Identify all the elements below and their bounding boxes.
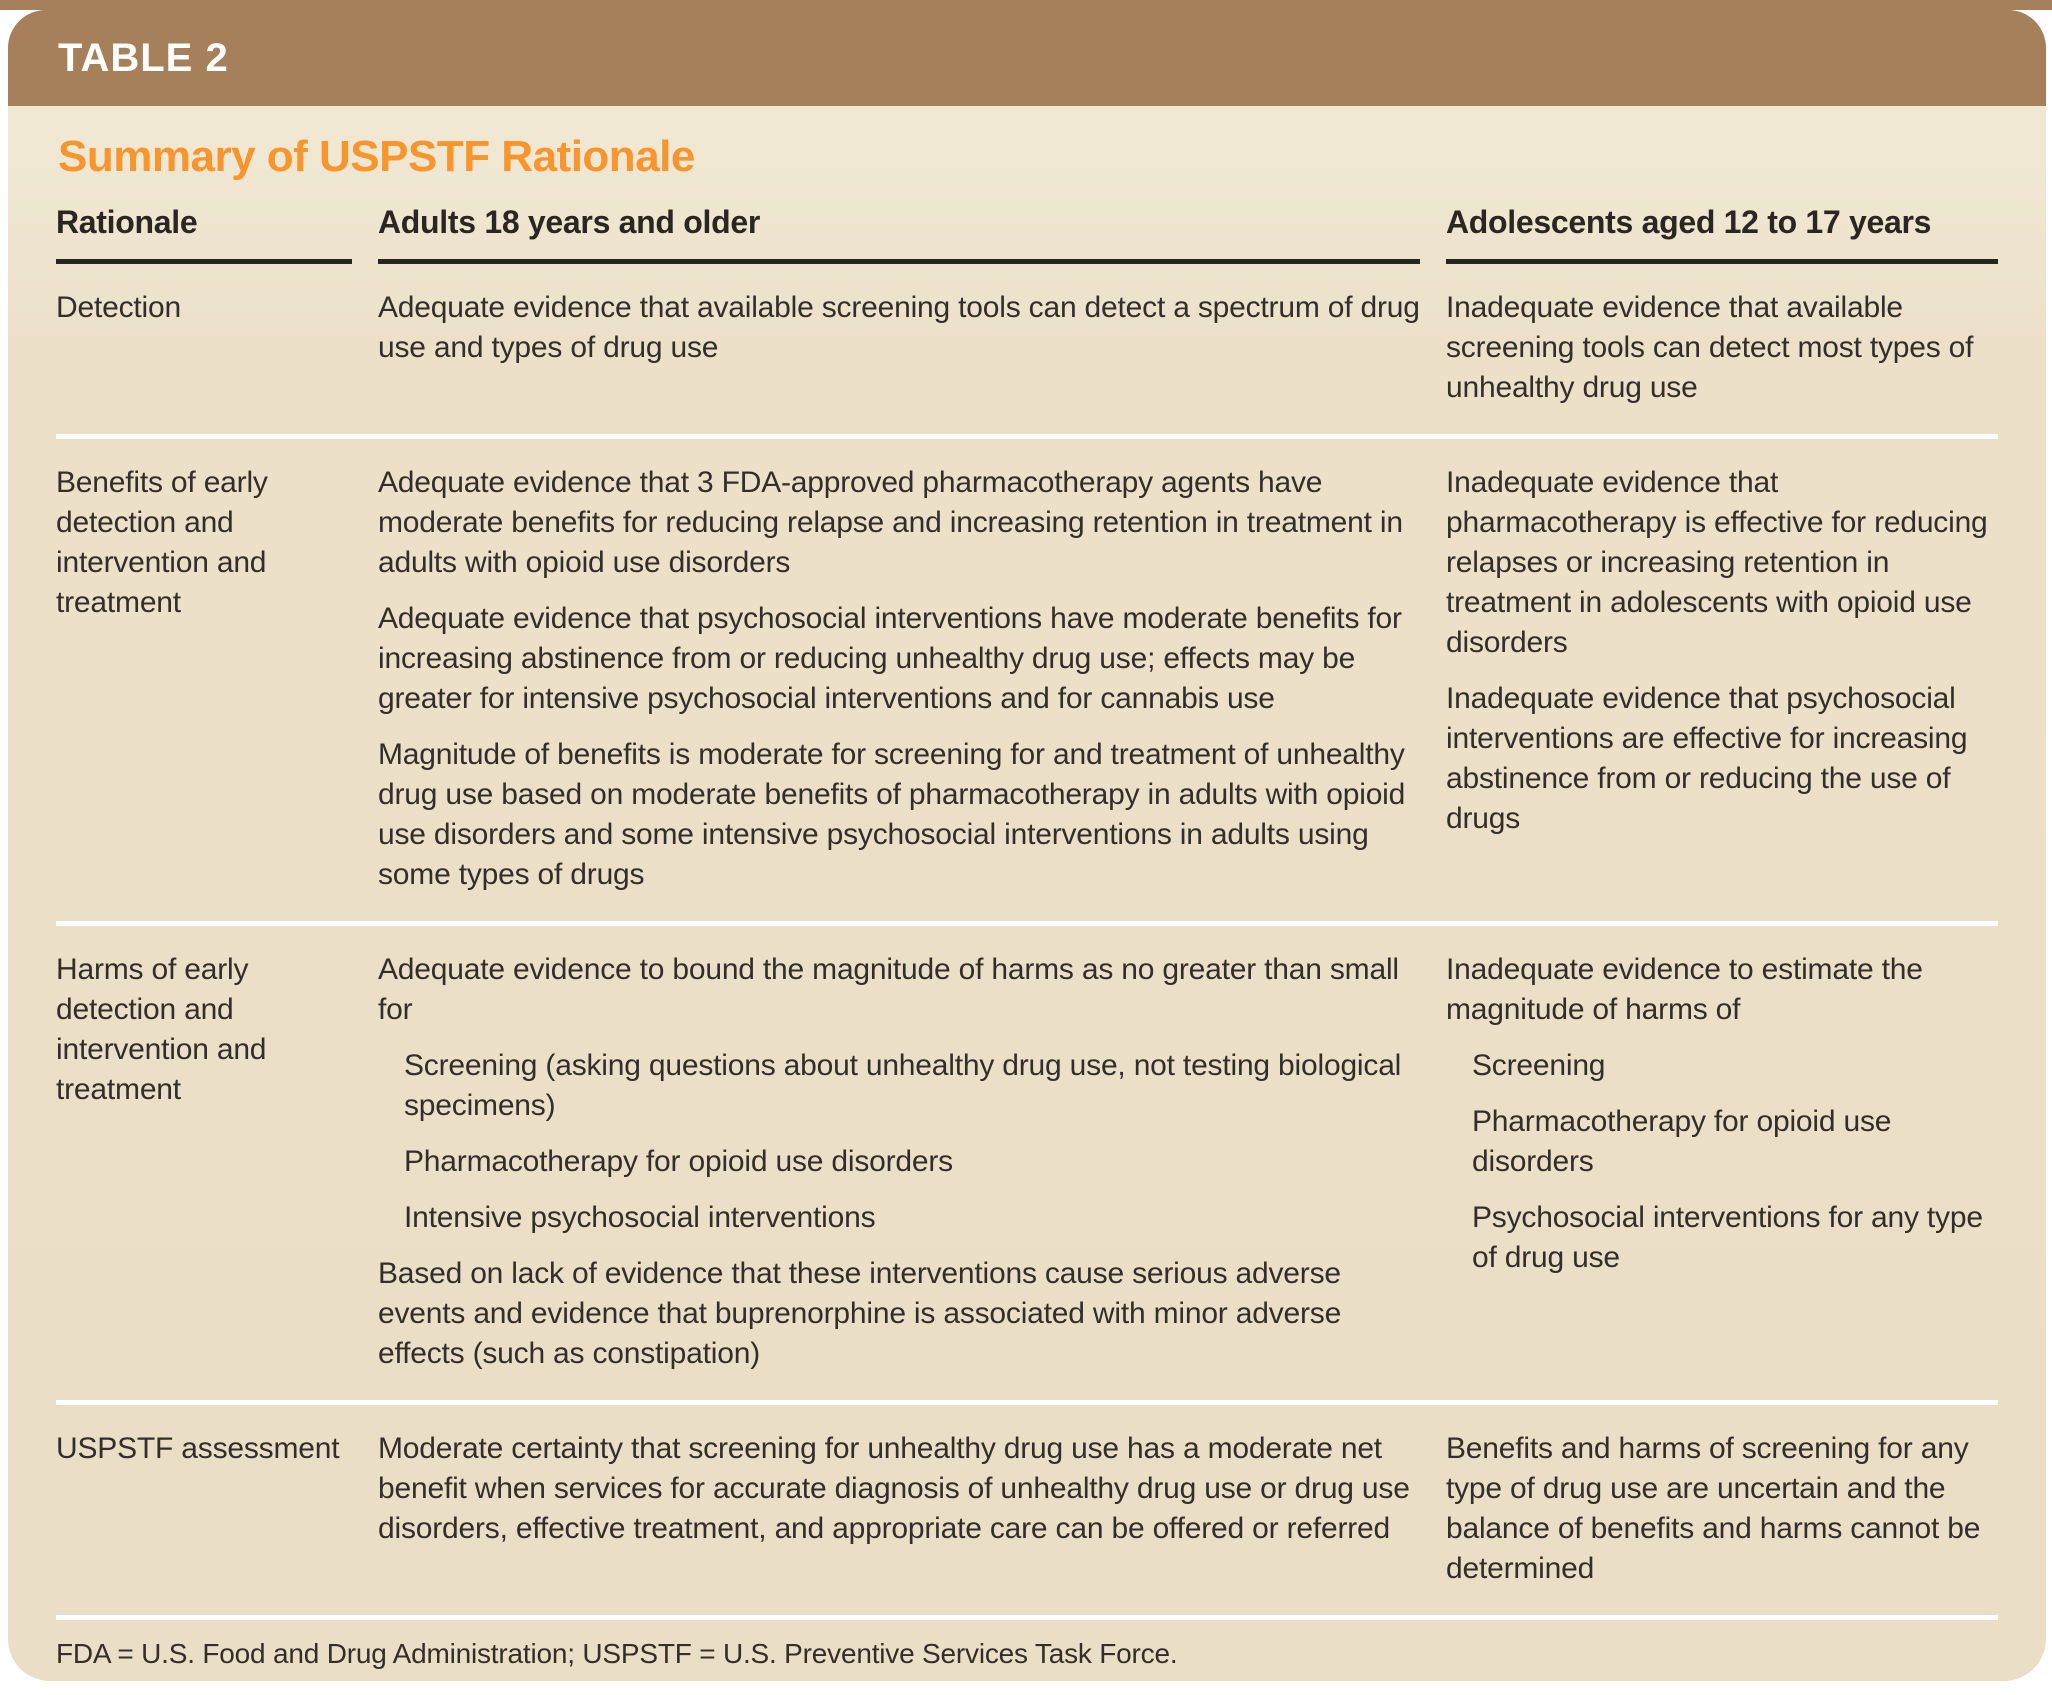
adults-cell: [378, 463, 1420, 895]
table-row-assessment: [56, 1400, 1998, 1615]
cell-paragraph: Inadequate evidence that pharmacotherapy is effective for reducing relapses or increasing retention in treatment in adolescents with opioid use disorders: [1446, 466, 1988, 659]
cell-subitem: Psychosocial interventions for any type of drug use: [1472, 1201, 1983, 1274]
table-row-benefits: [56, 434, 1998, 921]
adults-cell: [378, 950, 1420, 1374]
cell-paragraph: Benefits and harms of screening for any type of drug use are uncertain and the balance of benefits and harms cannot be determined: [1446, 1432, 1981, 1585]
rationale-label: Benefits of early detection and intervention and treatment: [56, 466, 268, 619]
rationale-cell: [56, 288, 352, 408]
table-row-detection: [56, 264, 1998, 434]
cell-paragraph: Adequate evidence that psychosocial interventions have moderate benefits for increasing abstinence from or reducing unhealthy drug use; effects may be greater for intensive psychosocial interventions and for cannabis use: [378, 602, 1402, 715]
top-edge-strip: [0, 0, 2052, 10]
rationale-label: Harms of early detection and intervention and treatment: [56, 953, 267, 1106]
cell-paragraph: Adequate evidence to bound the magnitude of harms as no greater than small for: [378, 953, 1399, 1026]
column-header-adults: Adults 18 years and older: [378, 204, 1420, 264]
table-tag-bar: [8, 10, 2046, 106]
adults-cell: [378, 288, 1420, 408]
cell-subitem: Pharmacotherapy for opioid use disorders: [404, 1145, 953, 1178]
abbreviation-footnote: FDA = U.S. Food and Drug Administration; USPSTF = U.S. Preventive Services Task Force.: [56, 1638, 1178, 1669]
table-footer: [56, 1615, 1998, 1670]
table-card: [8, 10, 2046, 1681]
cell-paragraph: Adequate evidence that available screening tools can detect a spectrum of drug use and types of drug use: [378, 291, 1420, 364]
table-grid: [56, 198, 1998, 1615]
cell-paragraph: Inadequate evidence that psychosocial interventions are effective for increasing abstinence from or reducing the use of drugs: [1446, 682, 1968, 835]
cell-paragraph: Moderate certainty that screening for unhealthy drug use has a moderate net benefit when services for accurate diagnosis of unhealthy drug use or drug use disorders, effective treatment, and appropriate care can be offered or referred: [378, 1432, 1410, 1545]
cell-paragraph: Based on lack of evidence that these interventions cause serious adverse events and evidence that buprenorphine is associated with minor adverse effects (such as constipation): [378, 1257, 1342, 1370]
rationale-label: USPSTF assessment: [56, 1432, 340, 1465]
rationale-label: Detection: [56, 291, 181, 324]
adolescents-cell: [1446, 1429, 1998, 1589]
cell-paragraph: Adequate evidence that 3 FDA-approved pharmacotherapy agents have moderate benefits for reducing relapse and increasing retention in treatment in adults with opioid use disorders: [378, 466, 1403, 579]
rationale-cell: [56, 950, 352, 1374]
cell-subitem: Screening (asking questions about unhealthy drug use, not testing biological specimens): [404, 1049, 1402, 1122]
column-header-adolescents: Adolescents aged 12 to 17 years: [1446, 204, 1998, 264]
rationale-cell: [56, 463, 352, 895]
adolescents-cell: [1446, 288, 1998, 408]
cell-paragraph: Magnitude of benefits is moderate for screening for and treatment of unhealthy drug use based on moderate benefits of pharmacotherapy in adults with opioid use disorders and some intensive psychosocial interventions in adults using some types of drugs: [378, 738, 1406, 891]
cell-paragraph: Inadequate evidence that available screening tools can detect most types of unhealthy drug use: [1446, 291, 1974, 404]
table-tag: TABLE 2: [58, 35, 229, 80]
adolescents-cell: [1446, 463, 1998, 895]
cell-subitem: Intensive psychosocial interventions: [404, 1201, 876, 1234]
cell-subitem: Screening: [1472, 1049, 1606, 1082]
cell-subitem: Pharmacotherapy for opioid use disorders: [1472, 1105, 1892, 1178]
adolescents-cell: [1446, 950, 1998, 1374]
adults-cell: [378, 1429, 1420, 1589]
column-header-rationale: Rationale: [56, 204, 352, 264]
rationale-cell: [56, 1429, 352, 1589]
cell-paragraph: Inadequate evidence to estimate the magnitude of harms of: [1446, 953, 1923, 1026]
table-row-harms: [56, 921, 1998, 1400]
table-header-row: [56, 198, 1998, 264]
table-title: Summary of USPSTF Rationale: [58, 132, 695, 181]
